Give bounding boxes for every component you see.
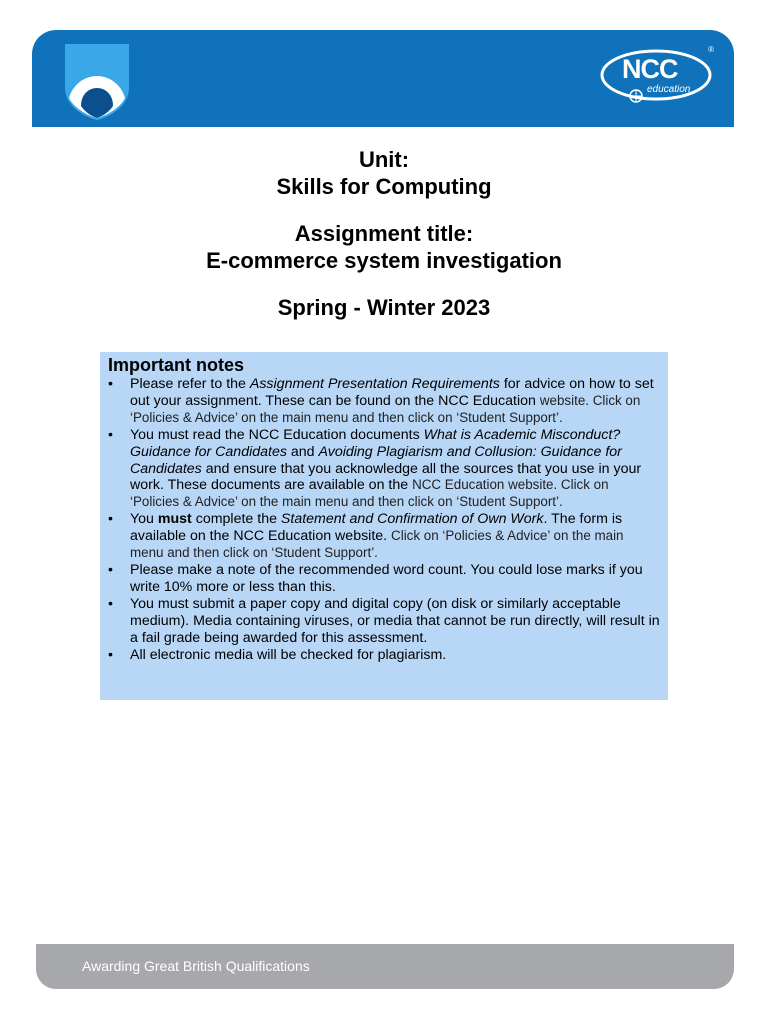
unit-label: Unit: xyxy=(358,147,410,172)
notes-list xyxy=(108,376,660,663)
term: Spring - Winter 2023 xyxy=(277,295,491,320)
list-item: • You must read the NCC Education documents What is Academic Misconduct? Guidance for Candidates and Avoiding Plagiarism and Collusion: Guidance for Candidates and ensure that you acknowledge all the sources that you use in your work. These documents are available on the NCC Education website. Click on ‘Policies & Advice’ on the main menu and then click on ‘Student Support’. xyxy=(108,427,660,512)
ncc-logo-text: NCC xyxy=(622,54,678,84)
assignment-name: E-commerce system investigation xyxy=(206,248,562,273)
list-item: • All electronic media will be checked for plagiarism. xyxy=(108,647,660,664)
footer-tagline: Awarding Great British Qualifications xyxy=(82,958,310,974)
list-item: • You must complete the Statement and Confirmation of Own Work. The form is available on the NCC Education website. Click on ‘Policies & Advice’ on the main menu and then click on ‘Student Support’. xyxy=(108,511,660,562)
list-item: • You must submit a paper copy and digital copy (on disk or similarly acceptable medium). Media containing viruses, or media that cannot be run directly, will result in a fail grade being awarded for this assessment. xyxy=(108,596,660,647)
ncc-education-logo xyxy=(598,44,718,108)
crest-icon xyxy=(65,44,129,120)
list-item: • Please make a note of the recommended word count. You could lose marks if you write 10% more or less than this. xyxy=(108,562,660,596)
footer-band xyxy=(36,944,734,989)
header-band xyxy=(32,30,734,127)
ncc-logo-subtext: education xyxy=(647,84,691,95)
title-block xyxy=(0,146,768,321)
list-item: • Please refer to the Assignment Presentation Requirements for advice on how to set out your assignment. These can be found on the NCC Education website. Click on ‘Policies & Advice’ on the main menu and then click on ‘Student Support’. xyxy=(108,376,660,427)
registered-mark: ® xyxy=(708,45,714,54)
unit-name: Skills for Computing xyxy=(276,174,492,199)
assignment-label: Assignment title: xyxy=(294,221,474,246)
notes-heading: Important notes xyxy=(108,355,245,375)
important-notes-box xyxy=(100,352,668,700)
